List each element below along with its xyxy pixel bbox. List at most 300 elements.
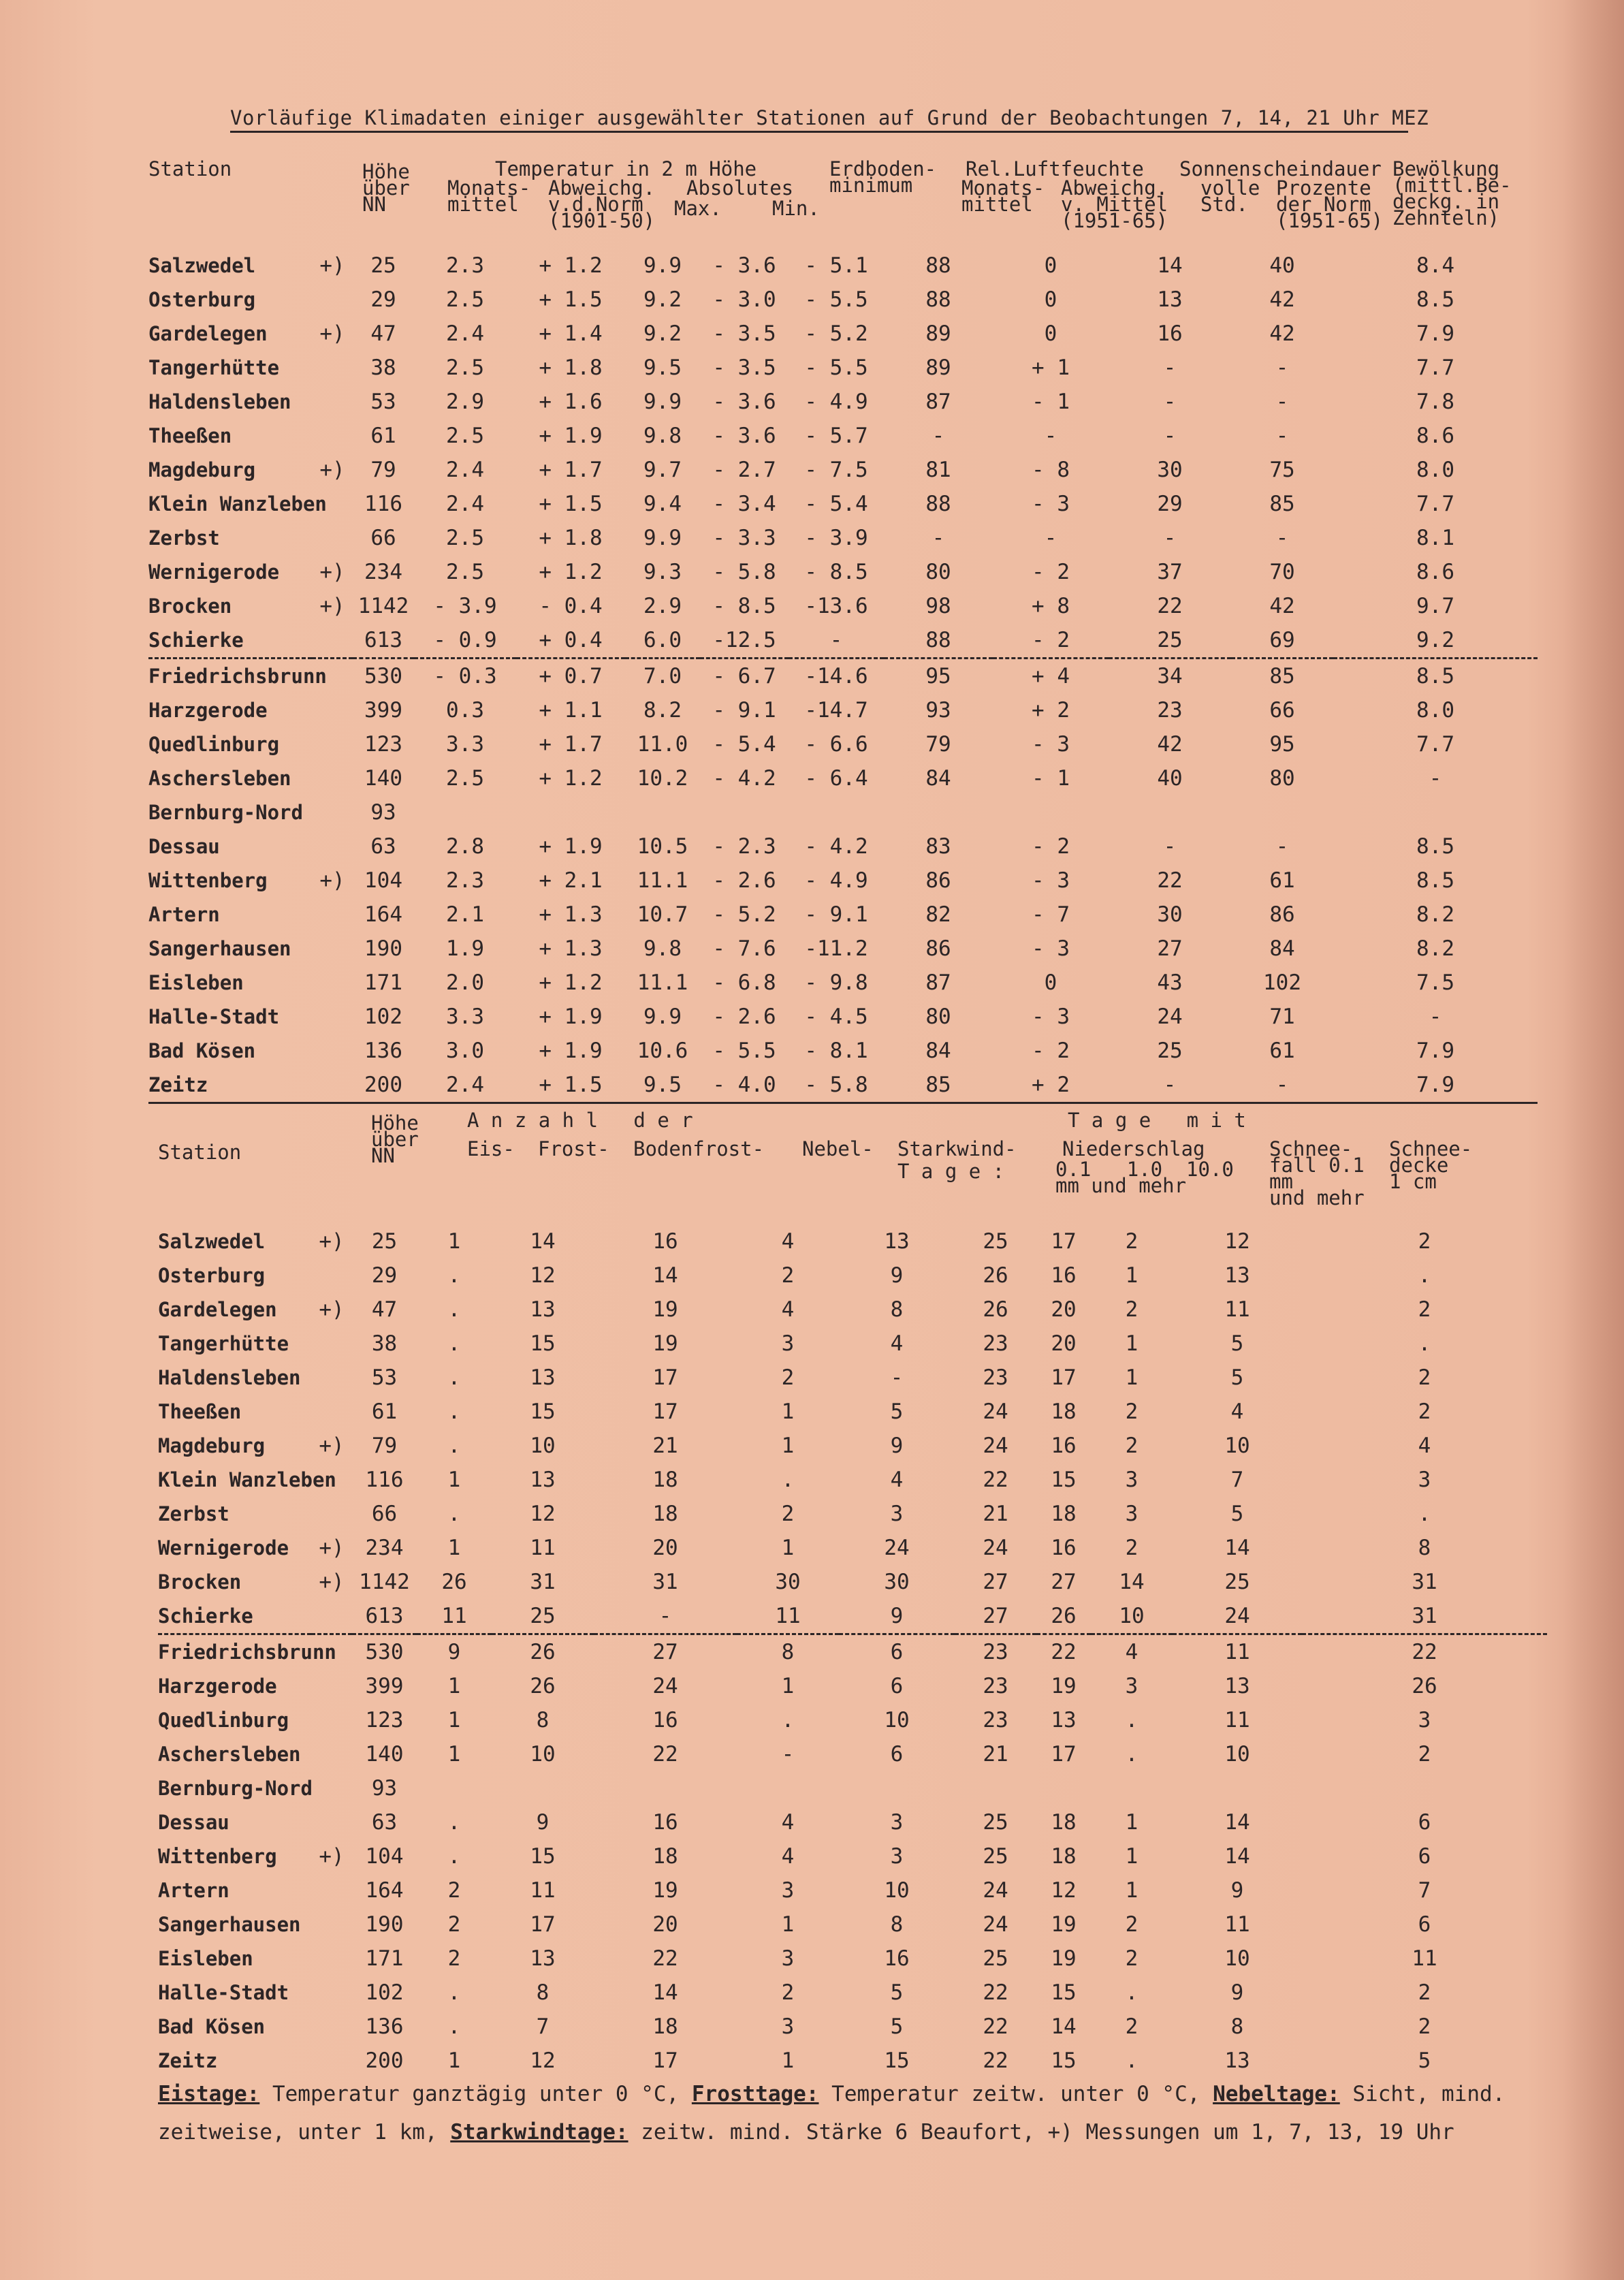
cell-value: - 3.9 bbox=[804, 526, 868, 550]
cell-value: 23 bbox=[983, 1640, 1008, 1664]
cell-value: 5 bbox=[1230, 1365, 1244, 1390]
t2-header-tage-mit: T a g e m i t bbox=[1068, 1109, 1246, 1132]
cell-value: 164 bbox=[365, 1878, 404, 1903]
cell-value: . bbox=[447, 1263, 461, 1288]
cell-value: 136 bbox=[365, 2014, 404, 2039]
cell-value: 19 bbox=[652, 1878, 678, 1903]
cell-value: 530 bbox=[365, 1640, 404, 1664]
cell-value: 8 bbox=[536, 1708, 550, 1732]
cell-value: . bbox=[1125, 1708, 1139, 1732]
cell-value: 2.3 bbox=[446, 868, 484, 893]
cell-value: - bbox=[1275, 526, 1289, 550]
cell-value: 13 bbox=[884, 1229, 910, 1254]
t2-row bbox=[158, 1258, 1547, 1293]
cell-value: + 2.1 bbox=[539, 868, 603, 893]
t2-row bbox=[158, 1224, 1547, 1258]
cell-value: 22 bbox=[1051, 1640, 1077, 1664]
cell-value: 3 bbox=[781, 1946, 795, 1971]
cell-value: 1 bbox=[447, 2048, 461, 2073]
cell-value: - 2 bbox=[1032, 834, 1070, 859]
cell-value: 17 bbox=[530, 1912, 556, 1937]
t1-row bbox=[148, 555, 1538, 589]
measurement-marker: +) bbox=[319, 594, 345, 618]
cell-value: 66 bbox=[1269, 698, 1295, 723]
cell-value: 89 bbox=[925, 321, 951, 346]
cell-value bbox=[1036, 1771, 1091, 1805]
cell-value: 6 bbox=[890, 1742, 904, 1767]
measurement-marker bbox=[312, 727, 353, 761]
measurement-marker: +) bbox=[319, 458, 345, 482]
cell-value: 20 bbox=[1051, 1331, 1077, 1356]
cell-value: 9.4 bbox=[643, 492, 682, 516]
cell-value: - 9.1 bbox=[712, 698, 776, 723]
measurement-marker bbox=[311, 1258, 352, 1293]
cell-value: + 0.7 bbox=[539, 664, 603, 688]
station-name: Harzgerode bbox=[158, 1675, 277, 1698]
t2-row bbox=[158, 1839, 1547, 1873]
cell-value: - bbox=[1044, 526, 1057, 550]
cell-value: 16 bbox=[652, 1810, 678, 1835]
cell-value: 12 bbox=[1051, 1878, 1077, 1903]
cell-value bbox=[516, 795, 625, 829]
cell-value: 1 bbox=[1125, 1263, 1139, 1288]
cell-value: 8 bbox=[536, 1980, 550, 2005]
t1-header-abweichung: Abweichg. v.d.Norm (1901-50) bbox=[548, 176, 656, 232]
t1-row bbox=[148, 283, 1538, 317]
cell-value: 104 bbox=[365, 1844, 404, 1869]
cell-value: 1 bbox=[781, 1399, 795, 1424]
cell-value: + 2 bbox=[993, 1068, 1109, 1103]
cell-value: 10 bbox=[884, 1878, 910, 1903]
cell-value: 11 bbox=[1224, 1640, 1250, 1664]
cell-value: 1 bbox=[447, 1536, 461, 1560]
cell-value: 9 bbox=[890, 1434, 904, 1458]
cell-value: 10.7 bbox=[637, 902, 688, 927]
cell-value: 399 bbox=[364, 698, 402, 723]
cell-value: 1.9 bbox=[446, 936, 484, 961]
t1-row bbox=[148, 351, 1538, 385]
cell-value: 3 bbox=[781, 1878, 795, 1903]
t2-row bbox=[158, 1976, 1547, 2010]
cell-value: 31 bbox=[530, 1570, 556, 1594]
cell-value: 17 bbox=[1051, 1365, 1077, 1390]
cell-value: - 5.4 bbox=[804, 492, 868, 516]
cell-value: 27 bbox=[983, 1570, 1008, 1594]
t1-row bbox=[148, 1034, 1538, 1068]
cell-value: 11 bbox=[1224, 1912, 1250, 1937]
cell-value: 7 bbox=[536, 2014, 550, 2039]
cell-value: - 0.9 bbox=[414, 623, 516, 659]
cell-value: . bbox=[447, 1844, 461, 1869]
cell-value: 2 bbox=[1125, 1536, 1139, 1560]
cell-value: 4 bbox=[781, 1844, 795, 1869]
cell-value: 15 bbox=[1051, 1468, 1077, 1492]
cell-value: 16 bbox=[652, 1708, 678, 1732]
cell-value: - 5.5 bbox=[804, 355, 868, 380]
cell-value: + 8 bbox=[1032, 594, 1070, 618]
t2-header-tage: T a g e : bbox=[897, 1160, 1005, 1183]
cell-value: 17 bbox=[652, 1365, 678, 1390]
cell-value: - bbox=[789, 623, 884, 659]
footnote-starkwind-label: Starkwindtage: bbox=[450, 2120, 628, 2144]
measurement-marker: +) bbox=[319, 560, 345, 584]
station-name: Wittenberg bbox=[148, 869, 268, 892]
cell-value: 22 bbox=[652, 1946, 678, 1971]
cell-value: - bbox=[1231, 1068, 1333, 1103]
cell-value: 3 bbox=[1418, 1468, 1431, 1492]
cell-value: - 3 bbox=[1032, 936, 1070, 961]
cell-value: 14 bbox=[1224, 1536, 1250, 1560]
measurement-marker bbox=[311, 1361, 352, 1395]
t2-row bbox=[158, 1634, 1547, 1670]
cell-value: 0.3 bbox=[446, 698, 484, 723]
station-name: Brocken bbox=[148, 595, 232, 618]
cell-value: 27 bbox=[652, 1640, 678, 1664]
cell-value: 75 bbox=[1269, 458, 1295, 482]
cell-value: 16 bbox=[1051, 1536, 1077, 1560]
station-name: Zeitz bbox=[158, 2049, 218, 2072]
station-name: Schierke bbox=[158, 1599, 311, 1634]
cell-value: 116 bbox=[364, 492, 402, 516]
measurement-marker: +) bbox=[319, 1229, 345, 1254]
cell-value: 27 bbox=[1051, 1570, 1077, 1594]
cell-value: 22 bbox=[983, 2048, 1008, 2073]
cell-value: 86 bbox=[925, 936, 951, 961]
cell-value: 19 bbox=[1051, 1674, 1077, 1698]
measurement-marker bbox=[311, 1395, 352, 1429]
cell-value: 171 bbox=[365, 1946, 404, 1971]
cell-value: 22 bbox=[652, 1742, 678, 1767]
cell-value: 13 bbox=[530, 1468, 556, 1492]
measurement-marker bbox=[312, 761, 353, 795]
cell-value: 84 bbox=[925, 1039, 951, 1063]
cell-value: - 7.6 bbox=[712, 936, 776, 961]
t2-header-station: Station bbox=[158, 1141, 242, 1164]
cell-value: 27 bbox=[1157, 936, 1183, 961]
cell-value: 31 bbox=[1412, 1570, 1437, 1594]
cell-value: 23 bbox=[983, 1708, 1008, 1732]
t2-row bbox=[158, 1805, 1547, 1839]
cell-value: 29 bbox=[371, 1263, 398, 1288]
cell-value: 26 bbox=[1036, 1599, 1091, 1634]
cell-value: 4 bbox=[890, 1331, 904, 1356]
cell-value: - 4.9 bbox=[804, 868, 868, 893]
cell-value: + 1.9 bbox=[539, 1004, 603, 1029]
cell-value: 7 bbox=[1230, 1468, 1244, 1492]
cell-value: 5 bbox=[1230, 1502, 1244, 1526]
cell-value: - 0.3 bbox=[433, 664, 497, 688]
cell-value: 2 bbox=[1418, 1229, 1431, 1254]
station-name: Harzgerode bbox=[148, 699, 268, 722]
measurement-marker bbox=[311, 1737, 352, 1771]
cell-value: 86 bbox=[1269, 902, 1295, 927]
cell-value: 13 bbox=[1224, 1263, 1250, 1288]
cell-value: - 6.6 bbox=[804, 732, 868, 757]
t2-row bbox=[158, 1565, 1547, 1599]
cell-value: 2 bbox=[1125, 1434, 1139, 1458]
cell-value: 84 bbox=[925, 766, 951, 791]
cell-value: 47 bbox=[370, 321, 396, 346]
cell-value: . bbox=[447, 1365, 461, 1390]
cell-value: 613 bbox=[352, 1599, 417, 1634]
cell-value: 24 bbox=[1173, 1599, 1302, 1634]
cell-value: . bbox=[1125, 1742, 1139, 1767]
station-name: Haldensleben bbox=[148, 390, 291, 413]
t2-row bbox=[158, 1737, 1547, 1771]
cell-value: + 1.2 bbox=[539, 560, 603, 584]
cell-value: 18 bbox=[1051, 1502, 1077, 1526]
t2-row bbox=[158, 1293, 1547, 1327]
cell-value: 9.7 bbox=[643, 458, 682, 482]
cell-value: 1 bbox=[1125, 1810, 1139, 1835]
station-name: Magdeburg bbox=[158, 1434, 266, 1457]
cell-value: 4 bbox=[1125, 1640, 1139, 1664]
cell-value: 190 bbox=[364, 936, 402, 961]
cell-value: 1 bbox=[781, 1434, 795, 1458]
cell-value: 25 bbox=[1224, 1570, 1250, 1594]
cell-value: 1 bbox=[1125, 1331, 1139, 1356]
measurement-marker bbox=[311, 1942, 352, 1976]
cell-value: - 4.9 bbox=[804, 390, 868, 414]
cell-value: 14 bbox=[652, 1980, 678, 2005]
cell-value: 12 bbox=[1224, 1229, 1250, 1254]
cell-value: 2.1 bbox=[446, 902, 484, 927]
cell-value bbox=[993, 795, 1109, 829]
t1-row bbox=[148, 589, 1538, 623]
cell-value: - 3 bbox=[1032, 868, 1070, 893]
cell-value: 200 bbox=[365, 2048, 404, 2073]
cell-value: 79 bbox=[370, 458, 396, 482]
t2-row bbox=[158, 1361, 1547, 1395]
station-name: Tangerhütte bbox=[158, 1332, 289, 1355]
cell-value: 17 bbox=[1051, 1742, 1077, 1767]
cell-value: 12 bbox=[530, 1502, 556, 1526]
t1-row bbox=[148, 761, 1538, 795]
cell-value: 8.1 bbox=[1416, 526, 1454, 550]
cell-value: + 1.5 bbox=[516, 1068, 625, 1103]
cell-value: - 8 bbox=[1032, 458, 1070, 482]
cell-value: 9 bbox=[447, 1640, 461, 1664]
cell-value: 53 bbox=[371, 1365, 398, 1390]
cell-value: 31 bbox=[1302, 1599, 1547, 1634]
cell-value: . bbox=[447, 1331, 461, 1356]
t1-row bbox=[148, 966, 1538, 1000]
station-name: Salzwedel bbox=[158, 1230, 266, 1253]
cell-value: 86 bbox=[925, 868, 951, 893]
cell-value: 7.9 bbox=[1416, 321, 1454, 346]
cell-value: 14 bbox=[530, 1229, 556, 1254]
station-name: Bad Kösen bbox=[158, 2015, 266, 2038]
t1-row bbox=[148, 317, 1538, 351]
t2-row bbox=[158, 1463, 1547, 1497]
footnote-starkwind-text: zeitw. mind. Stärke 6 Beaufort, +) Messungen um 1, 7, 13, 19 Uhr bbox=[628, 2120, 1454, 2144]
cell-value: 9 bbox=[890, 1263, 904, 1288]
cell-value: 88 bbox=[925, 287, 951, 312]
cell-value: 11 bbox=[530, 1878, 556, 1903]
cell-value bbox=[884, 795, 993, 829]
cell-value: 2.4 bbox=[446, 321, 484, 346]
t2-row bbox=[158, 1771, 1547, 1805]
t1-header-sonnen: Sonnenscheindauer bbox=[1179, 157, 1382, 180]
cell-value: 40 bbox=[1269, 253, 1295, 278]
cell-value: 9 bbox=[1230, 1878, 1244, 1903]
cell-value: 38 bbox=[371, 1331, 398, 1356]
cell-value: 2.5 bbox=[446, 355, 484, 380]
cell-value: 190 bbox=[365, 1912, 404, 1937]
cell-value: 3.0 bbox=[446, 1039, 484, 1063]
cell-value: 14 bbox=[652, 1263, 678, 1288]
cell-value: 0 bbox=[1044, 970, 1057, 995]
cell-value bbox=[839, 1771, 955, 1805]
measurement-marker bbox=[311, 1703, 352, 1737]
cell-value: 2 bbox=[1125, 2014, 1139, 2039]
cell-value: 16 bbox=[884, 1946, 910, 1971]
cell-value: 1 bbox=[447, 1229, 461, 1254]
measurement-marker: +) bbox=[319, 1570, 345, 1594]
cell-value: - 4.2 bbox=[804, 834, 868, 859]
footnote-eistage-label: Eistage: bbox=[158, 2082, 260, 2106]
cell-value: 61 bbox=[371, 1399, 398, 1424]
cell-value: + 1.7 bbox=[539, 458, 603, 482]
cell-value bbox=[789, 795, 884, 829]
cell-value: 24 bbox=[1157, 1004, 1183, 1029]
cell-value: 47 bbox=[371, 1297, 398, 1322]
cell-value: 8 bbox=[781, 1640, 795, 1664]
cell-value: 24 bbox=[983, 1912, 1008, 1937]
cell-value: 23 bbox=[983, 1331, 1008, 1356]
cell-value: 2.9 bbox=[643, 594, 682, 618]
cell-value: 2 bbox=[1125, 1946, 1139, 1971]
cell-value: 14 bbox=[1224, 1810, 1250, 1835]
cell-value bbox=[1091, 1771, 1173, 1805]
cell-value: 26 bbox=[441, 1570, 467, 1594]
measurement-marker bbox=[312, 283, 353, 317]
cell-value: 11.1 bbox=[637, 868, 688, 893]
cell-value: - 6.8 bbox=[712, 970, 776, 995]
cell-value: 104 bbox=[364, 868, 402, 893]
cell-value: 13 bbox=[1157, 287, 1183, 312]
cell-value: 22 bbox=[983, 1468, 1008, 1492]
cell-value: 17 bbox=[1051, 1229, 1077, 1254]
cell-value: 102 bbox=[1263, 970, 1301, 995]
cell-value: - 5.8 bbox=[712, 560, 776, 584]
cell-value: 2 bbox=[781, 1502, 795, 1526]
cell-value: - bbox=[1275, 424, 1289, 448]
station-name: Klein Wanzleben bbox=[158, 1468, 336, 1491]
cell-value: 30 bbox=[884, 1570, 910, 1594]
cell-value: 2.5 bbox=[446, 560, 484, 584]
station-name: Dessau bbox=[158, 1811, 229, 1834]
cell-value: -12.5 bbox=[700, 623, 789, 659]
cell-value: 2.5 bbox=[446, 766, 484, 791]
cell-value: 10 bbox=[1224, 1742, 1250, 1767]
cell-value: 93 bbox=[370, 800, 396, 825]
cell-value: 20 bbox=[652, 1912, 678, 1937]
cell-value: 30 bbox=[775, 1570, 801, 1594]
cell-value: . bbox=[781, 1468, 795, 1492]
cell-value: 3 bbox=[890, 1844, 904, 1869]
cell-value: 30 bbox=[1157, 458, 1183, 482]
cell-value: 23 bbox=[983, 1674, 1008, 1698]
cell-value: - 3.3 bbox=[712, 526, 776, 550]
cell-value: + 1.8 bbox=[539, 355, 603, 380]
cell-value: 2 bbox=[447, 1946, 461, 1971]
cell-value bbox=[1231, 795, 1333, 829]
t1-header-absolutes: Absolutes bbox=[686, 176, 794, 200]
cell-value: 16 bbox=[1157, 321, 1183, 346]
cell-value: 19 bbox=[652, 1331, 678, 1356]
cell-value: 7.0 bbox=[643, 664, 682, 688]
cell-value: 5 bbox=[890, 1980, 904, 2005]
cell-value: 9.8 bbox=[643, 424, 682, 448]
cell-value bbox=[955, 1771, 1036, 1805]
measurement-marker: +) bbox=[319, 253, 345, 278]
cell-value: - bbox=[1275, 390, 1289, 414]
cell-value: 3 bbox=[1418, 1708, 1431, 1732]
cell-value: 21 bbox=[983, 1502, 1008, 1526]
cell-value: 1 bbox=[447, 1708, 461, 1732]
cell-value: 9.9 bbox=[643, 526, 682, 550]
cell-value: 7.8 bbox=[1416, 390, 1454, 414]
cell-value: . bbox=[447, 1434, 461, 1458]
cell-value: 79 bbox=[925, 732, 951, 757]
cell-value: 18 bbox=[652, 1502, 678, 1526]
t2-header-anzahl: A n z a h l d e r bbox=[467, 1109, 693, 1132]
cell-value: 2.3 bbox=[446, 253, 484, 278]
cell-value: + 1.5 bbox=[539, 287, 603, 312]
cell-value: 37 bbox=[1157, 560, 1183, 584]
station-name: Aschersleben bbox=[158, 1743, 301, 1766]
cell-value: 63 bbox=[371, 1810, 398, 1835]
measurement-marker bbox=[312, 419, 353, 453]
t2-row bbox=[158, 1669, 1547, 1703]
measurement-marker bbox=[311, 2010, 352, 2044]
cell-value: 2.5 bbox=[446, 287, 484, 312]
cell-value: 93 bbox=[925, 698, 951, 723]
cell-value: 10 bbox=[1224, 1946, 1250, 1971]
cell-value: 2 bbox=[1418, 1297, 1431, 1322]
cell-value: 23 bbox=[983, 1365, 1008, 1390]
cell-value: + 1.8 bbox=[539, 526, 603, 550]
t1-header-min: Min. bbox=[772, 197, 820, 220]
cell-value: 11 bbox=[737, 1599, 839, 1634]
cell-value: 93 bbox=[371, 1776, 398, 1801]
cell-value: 613 bbox=[353, 623, 414, 659]
cell-value: 3 bbox=[1125, 1674, 1139, 1698]
cell-value: 4 bbox=[781, 1297, 795, 1322]
station-name: Osterburg bbox=[148, 288, 256, 311]
cell-value: - bbox=[932, 424, 945, 448]
t1-row bbox=[148, 453, 1538, 487]
cell-value: 9.9 bbox=[643, 1004, 682, 1029]
cell-value: 3 bbox=[890, 1502, 904, 1526]
cell-value: + 1.3 bbox=[539, 902, 603, 927]
t2-header-niederschlag: Niederschlag bbox=[1062, 1137, 1205, 1160]
cell-value: 9.8 bbox=[643, 936, 682, 961]
cell-value: 18 bbox=[1051, 1810, 1077, 1835]
cell-value: - bbox=[1109, 1068, 1231, 1103]
cell-value: 171 bbox=[364, 970, 402, 995]
cell-value: - 3.5 bbox=[712, 355, 776, 380]
cell-value: 85 bbox=[884, 1068, 993, 1103]
cell-value: 21 bbox=[652, 1434, 678, 1458]
measurement-marker bbox=[312, 1034, 353, 1068]
cell-value: . bbox=[447, 1810, 461, 1835]
cell-value: - 3 bbox=[1032, 1004, 1070, 1029]
cell-value: 30 bbox=[1157, 902, 1183, 927]
t1-header-lf-abw: Abweichg. v. Mittel (1951-65) bbox=[1061, 176, 1168, 232]
measurement-marker bbox=[312, 351, 353, 385]
